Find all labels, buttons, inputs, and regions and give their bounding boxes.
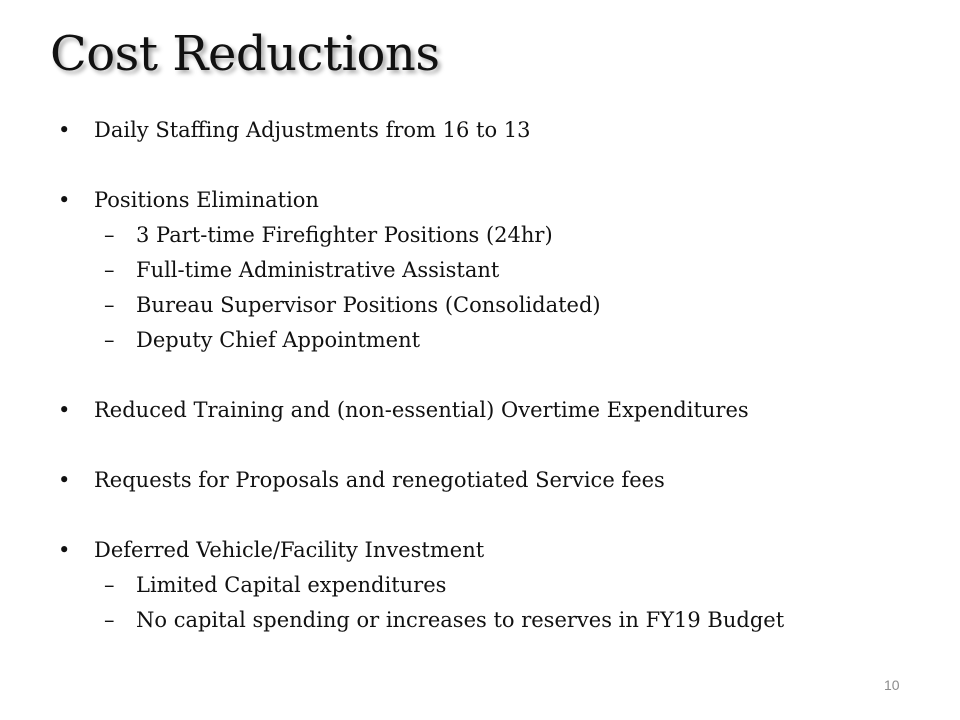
bullet-mark: • <box>58 468 71 492</box>
sub-bullet-item <box>58 603 918 638</box>
dash-mark: – <box>104 223 115 247</box>
sub-bullet-item <box>58 218 918 253</box>
bullet-text: Requests for Proposals and renegotiated Service fees <box>94 468 665 492</box>
sub-bullet-item <box>58 288 918 323</box>
sub-bullet-text: Limited Capital expenditures <box>136 573 447 597</box>
bullet-text: Deferred Vehicle/Facility Investment <box>94 538 485 562</box>
bullet-mark: • <box>58 398 71 422</box>
bullet-item <box>58 393 918 428</box>
bullet-mark: • <box>58 188 71 212</box>
bullet-text: Reduced Training and (non-essential) Overtime Expenditures <box>94 398 749 422</box>
dash-mark: – <box>104 293 115 317</box>
dash-mark: – <box>104 608 115 632</box>
sub-bullet-item <box>58 253 918 288</box>
sub-bullet-text: No capital spending or increases to reserves in FY19 Budget <box>136 608 785 632</box>
bullet-list <box>58 113 918 638</box>
bullet-mark: • <box>58 538 71 562</box>
sub-bullet-text: Bureau Supervisor Positions (Consolidated) <box>136 293 601 317</box>
bullet-item <box>58 183 918 218</box>
bullet-item <box>58 463 918 498</box>
sub-bullet-text: Full-time Administrative Assistant <box>136 258 500 282</box>
sub-bullet-item <box>58 568 918 603</box>
bullet-text: Daily Staffing Adjustments from 16 to 13 <box>94 118 531 142</box>
bullet-item <box>58 113 918 148</box>
slide-title: Cost Reductions <box>50 26 440 82</box>
sub-bullet-text: 3 Part-time Firefighter Positions (24hr) <box>136 223 553 247</box>
sub-bullet-text: Deputy Chief Appointment <box>136 328 421 352</box>
bullet-mark: • <box>58 118 71 142</box>
bullet-item <box>58 533 918 568</box>
dash-mark: – <box>104 573 115 597</box>
page-number: 10 <box>884 677 900 693</box>
dash-mark: – <box>104 328 115 352</box>
bullet-text: Positions Elimination <box>94 188 319 212</box>
sub-bullet-item <box>58 323 918 358</box>
dash-mark: – <box>104 258 115 282</box>
